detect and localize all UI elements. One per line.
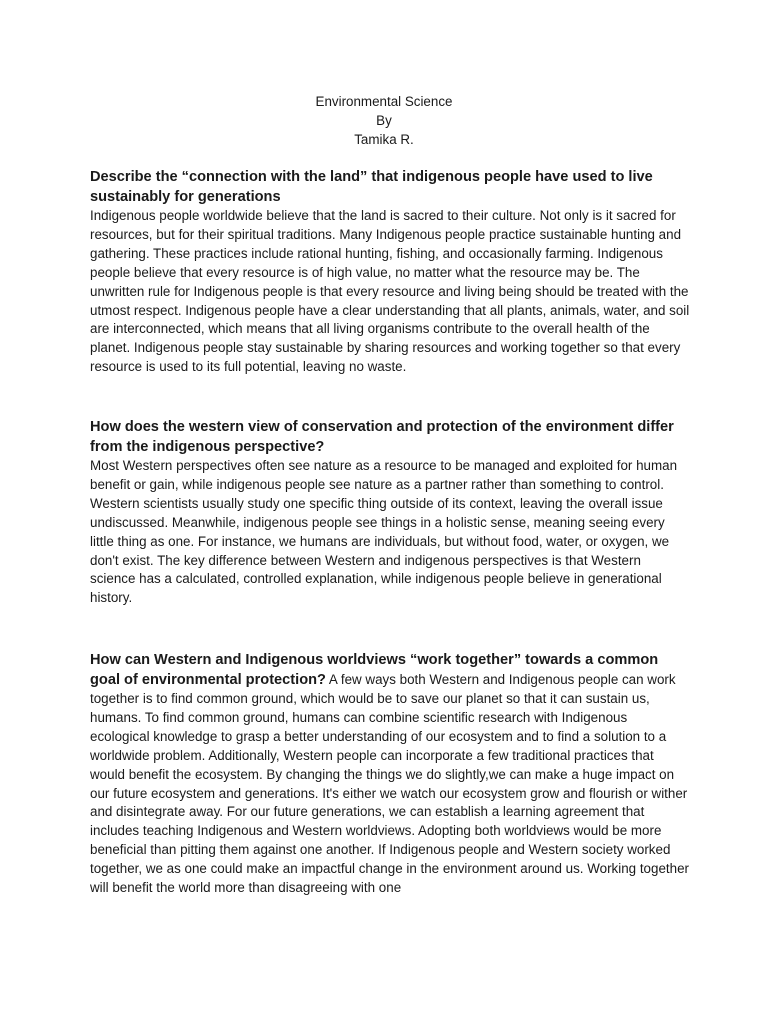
document-title: Environmental Science <box>315 94 453 109</box>
author-name: Tamika R. <box>354 132 414 147</box>
question-heading: Describe the “connection with the land” that indigenous people have used to live sustainably for generations <box>90 169 653 205</box>
answer-paragraph: Most Western perspectives often see nature as a resource to be managed and exploited for human benefit or gain, while indigenous people see nature as a partner rather than something to control. Western scientists usually study one specific thing outside of its context, leaving the overall issue undiscussed. Meanwhile, indigenous people see things in a holistic sense, meaning seeing every little thing as one. For instance, we humans are individuals, but without food, water, or oxygen, we don't exist. The key difference between Western and indigenous perspectives is that Western science has a calculated, controlled explanation, while indigenous people believe in generational history. <box>90 458 678 606</box>
question-heading: How can Western and Indigenous worldviews “work together” towards a common goal of environmental protection? <box>90 652 659 688</box>
byline-by: By <box>376 113 392 128</box>
section-connection-with-land <box>90 167 690 377</box>
section-work-together <box>90 650 690 898</box>
section-western-view <box>90 417 690 608</box>
answer-paragraph: A few ways both Western and Indigenous people can work together is to find common ground, which would be to save our planet so that it can sustain us, humans. To find common ground, humans can combine scientific research with Indigenous ecological knowledge to grasp a better understanding of our ecosystem and to find a solution to a worldwide problem. Additionally, Western people can incorporate a few traditional practices that would benefit the ecosystem. By changing the things we do slightly,we can make a huge impact on our future ecosystem and generations. It's either we watch our ecosystem grow and flourish or wither and disintegrate away. For our future generations, we can establish a learning agreement that includes teaching Indigenous and Western worldviews. Adopting both worldviews would be more beneficial than pitting them against one another. If Indigenous people and Western society worked together, we as one could make an impactful change in the environment around us. Working together will benefit the world more than disagreeing with one <box>90 672 689 896</box>
question-heading: How does the western view of conservation and protection of the environment differ from the indigenous perspective? <box>90 419 674 455</box>
question-answer-paragraph <box>90 650 690 898</box>
document-header <box>0 92 768 149</box>
answer-paragraph: Indigenous people worldwide believe that the land is sacred to their culture. Not only is it sacred for resources, but for their spiritual traditions. Many Indigenous people practice sustainable hunting and gathering. These practices include rational hunting, fishing, and occasionally farming. Indigenous people believe that every resource is of high value, no matter what the resource may be. The unwritten rule for Indigenous people is that every resource and living being should be treated with the utmost respect. Indigenous people have a clear understanding that all plants, animals, water, and soil are interconnected, which means that all living organisms contribute to the overall health of the planet. Indigenous people stay sustainable by sharing resources and working together so that every resource is used to its full potential, leaving no waste. <box>90 208 690 375</box>
